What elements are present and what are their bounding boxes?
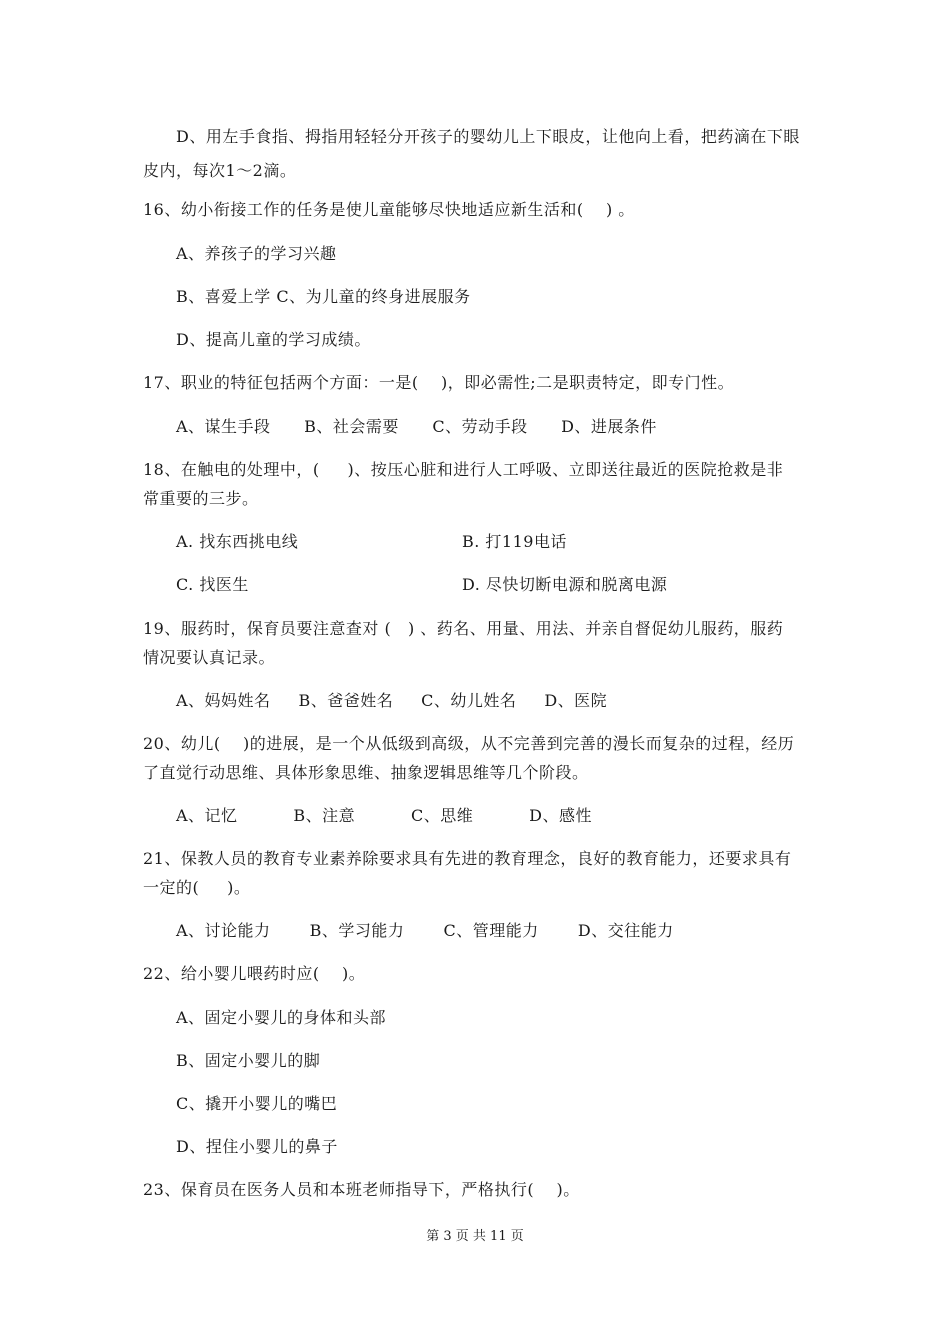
q22-option-d: D、捏住小婴儿的鼻子: [176, 1137, 338, 1156]
question-17: 17、职业的特征包括两个方面：一是( )，即必需性;二是职责特定，即专门性。: [143, 373, 735, 392]
question-18-line2: 常重要的三步。: [143, 489, 259, 508]
q18-option-b: B. 打119电话: [462, 532, 567, 551]
q18-option-d: D. 尽快切断电源和脱离电源: [462, 575, 668, 594]
question-23: 23、保育员在医务人员和本班老师指导下，严格执行( )。: [143, 1180, 580, 1199]
question-21-line1: 21、保教人员的教育专业素养除要求具有先进的教育理念，良好的教育能力，还要求具有: [143, 849, 792, 868]
q18-option-a: A. 找东西挑电线: [176, 532, 299, 551]
q21-options: A、讨论能力 B、学习能力 C、管理能力 D、交往能力: [176, 921, 674, 940]
question-22: 22、给小婴儿喂药时应( )。: [143, 964, 366, 983]
question-16: 16、幼小衔接工作的任务是使儿童能够尽快地适应新生活和( ) 。: [143, 200, 635, 219]
q18-option-c: C. 找医生: [176, 575, 249, 594]
q22-option-a: A、固定小婴儿的身体和头部: [176, 1008, 387, 1027]
q20-options: A、记忆 B、注意 C、思维 D、感性: [176, 806, 592, 825]
q15-option-d-line1: D、用左手食指、拇指用轻轻分开孩子的婴幼儿上下眼皮，让他向上看，把药滴在下眼: [176, 127, 800, 146]
q16-option-d: D、提高儿童的学习成绩。: [176, 330, 371, 349]
q22-option-c: C、撬开小婴儿的嘴巴: [176, 1094, 338, 1113]
question-19-line2: 情况要认真记录。: [143, 648, 276, 667]
question-19-line1: 19、服药时，保育员要注意查对 ( ) 、药名、用量、用法、并亲自督促幼儿服药，服药: [143, 619, 784, 638]
q15-option-d-line2: 皮内，每次1～2滴。: [143, 161, 297, 180]
q16-option-b-c: B、喜爱上学 C、为儿童的终身进展服务: [176, 287, 471, 306]
q16-option-a: A、养孩子的学习兴趣: [176, 244, 337, 263]
question-20-line1: 20、幼儿( )的进展，是一个从低级到高级，从不完善到完善的漫长而复杂的过程，经历: [143, 734, 795, 753]
q19-options: A、妈妈姓名 B、爸爸姓名 C、幼儿姓名 D、医院: [176, 691, 608, 710]
page-footer: 第 3 页 共 11 页: [426, 1229, 524, 1244]
question-18-line1: 18、在触电的处理中，( )、按压心脏和进行人工呼吸、立即送往最近的医院抢救是非: [143, 460, 784, 479]
question-21-line2: 一定的( )。: [143, 878, 251, 897]
question-20-line2: 了直觉行动思维、具体形象思维、抽象逻辑思维等几个阶段。: [143, 763, 589, 782]
q17-options: A、谋生手段 B、社会需要 C、劳动手段 D、进展条件: [176, 417, 657, 436]
q22-option-b: B、固定小婴儿的脚: [176, 1051, 321, 1070]
